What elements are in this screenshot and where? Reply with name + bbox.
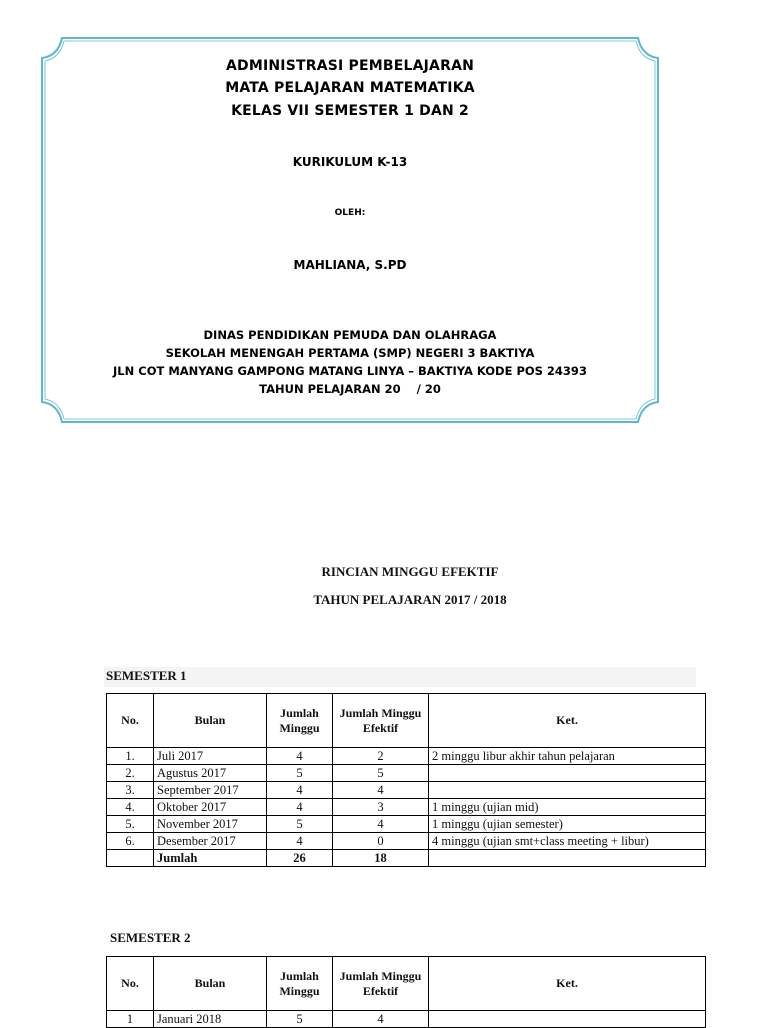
header-ket: Ket. [429, 694, 706, 748]
cell-bulan: Oktober 2017 [154, 799, 267, 816]
cell-bulan: Agustus 2017 [154, 765, 267, 782]
semester-2-label: SEMESTER 2 [110, 930, 191, 945]
cell-jumlah-minggu-efektif: 3 [333, 799, 429, 816]
table-total-row [107, 850, 706, 867]
cell-no: 5. [107, 816, 154, 833]
semester-1-label: SEMESTER 1 [106, 668, 187, 683]
header-no: No. [107, 957, 154, 1011]
cell-jumlah-minggu-efektif: 0 [333, 833, 429, 850]
table-row [107, 1011, 706, 1028]
cell-bulan: November 2017 [154, 816, 267, 833]
header-no: No. [107, 694, 154, 748]
header-jumlah-minggu: Jumlah Minggu [267, 694, 333, 748]
cell-ket: 1 minggu (ujian mid) [429, 799, 706, 816]
cell-jumlah-minggu: 5 [267, 765, 333, 782]
table-row [107, 816, 706, 833]
cover-title-line-1: ADMINISTRASI PEMBELAJARAN [225, 58, 475, 74]
cell-ket [429, 1011, 706, 1028]
cell-no: 1 [107, 1011, 154, 1028]
cell-no [107, 850, 154, 867]
cover-footer-line-4: TAHUN PELAJARAN 20 / 20 [259, 382, 441, 396]
header-jumlah-minggu: Jumlah Minggu [267, 957, 333, 1011]
cell-no: 1. [107, 748, 154, 765]
cell-ket: 4 minggu (ujian smt+class meeting + libur) [429, 833, 706, 850]
table-row [107, 748, 706, 765]
semester-1-table-body [107, 748, 706, 867]
header-jumlah-minggu-efektif: Jumlah Minggu Efektif [333, 694, 429, 748]
semester-2-table-body [107, 1011, 706, 1028]
cell-jumlah-minggu: 4 [267, 782, 333, 799]
cover-curriculum: KURIKULUM K-13 [292, 155, 408, 169]
cell-ket [429, 850, 706, 867]
cover-title-line-3: KELAS VII SEMESTER 1 DAN 2 [231, 103, 469, 119]
cell-no: 4. [107, 799, 154, 816]
cell-total-label: Jumlah [154, 850, 267, 867]
cell-no: 6. [107, 833, 154, 850]
header-bulan: Bulan [154, 694, 267, 748]
semester-1-label-bar [104, 667, 696, 687]
semester-2-table [106, 956, 706, 1028]
cell-jumlah-minggu-efektif: 2 [333, 748, 429, 765]
cell-bulan: September 2017 [154, 782, 267, 799]
cell-ket: 1 minggu (ujian semester) [429, 816, 706, 833]
cell-bulan: Januari 2018 [154, 1011, 267, 1028]
cover-footer-line-1: DINAS PENDIDIKAN PEMUDA DAN OLAHRAGA [203, 328, 497, 342]
header-jumlah-minggu-efektif: Jumlah Minggu Efektif [333, 957, 429, 1011]
cell-no: 2. [107, 765, 154, 782]
cover-footer-line-3: JLN COT MANYANG GAMPONG MATANG LINYA – BAKTIYA KODE POS 24393 [113, 364, 587, 378]
cell-jumlah-minggu-efektif: 5 [333, 765, 429, 782]
cell-jumlah-minggu: 4 [267, 833, 333, 850]
rincian-title: RINCIAN MINGGU EFEKTIF [321, 564, 499, 579]
cell-no: 3. [107, 782, 154, 799]
cell-total-jumlah-minggu-efektif: 18 [333, 850, 429, 867]
semester-1-table [106, 693, 706, 867]
cell-bulan: Juli 2017 [154, 748, 267, 765]
cell-jumlah-minggu: 5 [267, 1011, 333, 1028]
table-row [107, 765, 706, 782]
cell-ket: 2 minggu libur akhir tahun pelajaran [429, 748, 706, 765]
cover-box [40, 36, 660, 424]
header-bulan: Bulan [154, 957, 267, 1011]
table-row [107, 833, 706, 850]
cell-jumlah-minggu: 5 [267, 816, 333, 833]
cell-jumlah-minggu-efektif: 4 [333, 782, 429, 799]
cover-author: MAHLIANA, S.PD [293, 258, 407, 272]
cell-total-jumlah-minggu: 26 [267, 850, 333, 867]
header-ket: Ket. [429, 957, 706, 1011]
cell-jumlah-minggu-efektif: 4 [333, 1011, 429, 1028]
cell-jumlah-minggu-efektif: 4 [333, 816, 429, 833]
cell-ket [429, 782, 706, 799]
cell-ket [429, 765, 706, 782]
rincian-year: TAHUN PELAJARAN 2017 / 2018 [313, 592, 507, 607]
cover-footer-line-2: SEKOLAH MENENGAH PERTAMA (SMP) NEGERI 3 BAKTIYA [165, 346, 535, 360]
cell-jumlah-minggu: 4 [267, 799, 333, 816]
cell-jumlah-minggu: 4 [267, 748, 333, 765]
cover-title-line-2: MATA PELAJARAN MATEMATIKA [225, 80, 475, 96]
table-row [107, 799, 706, 816]
cell-bulan: Desember 2017 [154, 833, 267, 850]
cover-by-label: OLEH: [334, 208, 366, 218]
table-row [107, 782, 706, 799]
